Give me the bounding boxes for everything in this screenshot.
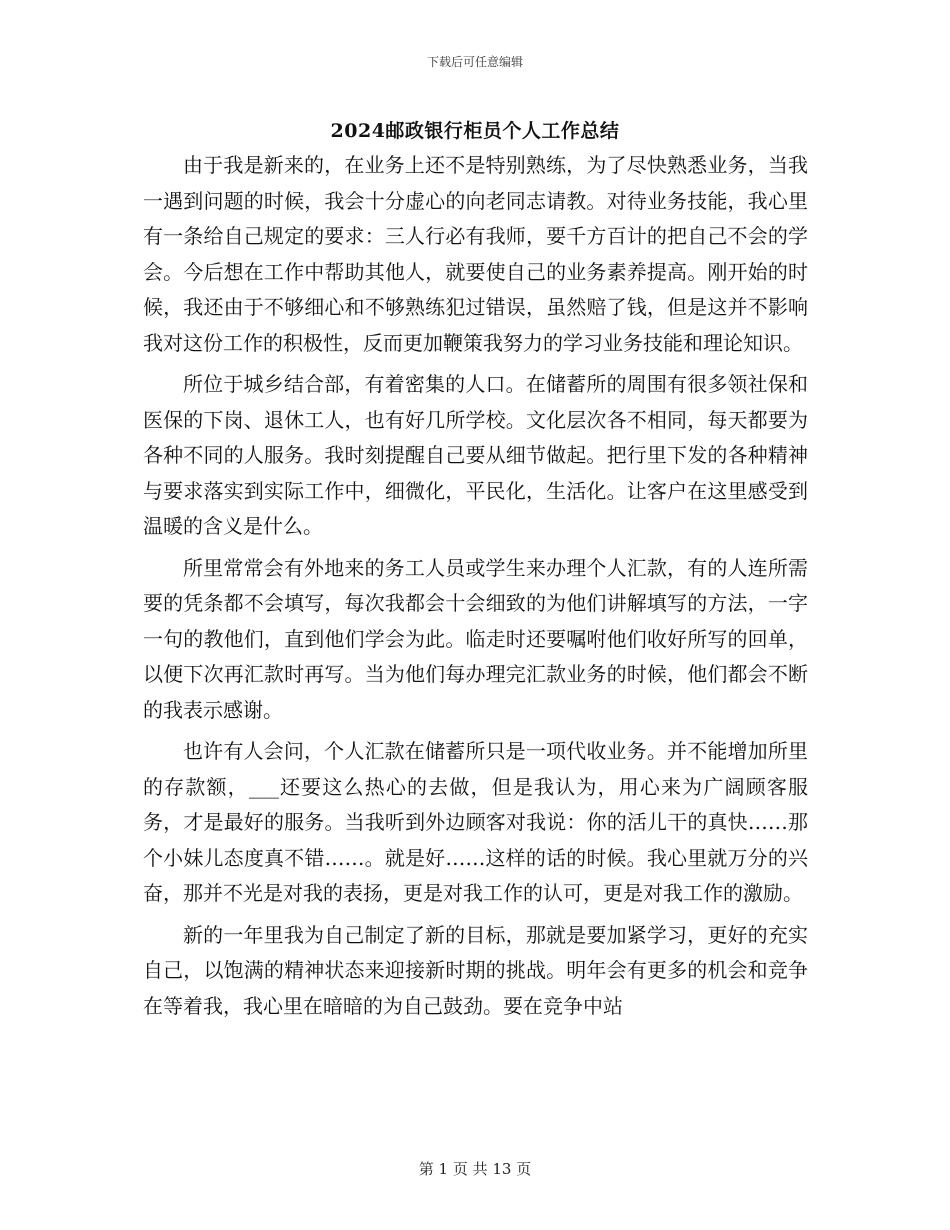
document-body — [143, 148, 808, 1030]
paragraph-2: 所位于城乡结合部，有着密集的人口。在储蓄所的周围有很多领社保和医保的下岗、退休工人，也有好几所学校。文化层次各不相同，每天都要为各种不同的人服务。我时刻提醒自己要从细节做起。把行里下发的各种精神与要求落实到实际工作中，细微化，平民化，生活化。让客户在这里感受到温暖的含义是什么。 — [143, 372, 808, 538]
page-header-note: 下载后可任意编辑 — [426, 55, 523, 69]
paragraph-4: 也许有人会问，个人汇款在储蓄所只是一项代收业务。并不能增加所里的存款额，___还要这么热心的去做，但是我认为，用心来为广阔顾客服务，才是最好的服务。当我听到外边顾客对我说：你的活儿干的真快……那个小妹儿态度真不错……。就是好……这样的话的时候。我心里就万分的兴奋，那并不光是对我的表扬，更是对我工作的认可，更是对我工作的激励。 — [143, 739, 808, 905]
page-number-footer: 第 1 页 共 13 页 — [418, 1160, 532, 1178]
paragraph-5: 新的一年里我为自己制定了新的目标，那就是要加紧学习，更好的充实自己，以饱满的精神状态来迎接新时期的挑战。明年会有更多的机会和竞争在等着我，我心里在暗暗的为自己鼓劲。要在竞争中站 — [143, 922, 808, 1018]
paragraph-3: 所里常常会有外地来的务工人员或学生来办理个人汇款，有的人连所需要的凭条都不会填写，每次我都会十会细致的为他们讲解填写的方法，一字一句的教他们，直到他们学会为此。临走时还要嘱咐他们收好所写的回单，以便下次再汇款时再写。当为他们每办理完汇款业务的时候，他们都会不断的我表示感谢。 — [143, 555, 808, 722]
document-title: 2024邮政银行柜员个人工作总结 — [330, 120, 620, 142]
paragraph-1: 由于我是新来的，在业务上还不是特别熟练，为了尽快熟悉业务，当我一遇到问题的时候，我会十分虚心的向老同志请教。对待业务技能，我心里有一条给自己规定的要求：三人行必有我师，要千方百计的把自己不会的学会。今后想在工作中帮助其他人，就要使自己的业务素养提高。刚开始的时候，我还由于不够细心和不够熟练犯过错误，虽然赔了钱，但是这并不影响我对这份工作的积极性，反而更加鞭策我努力的学习业务技能和理论知识。 — [143, 153, 808, 355]
